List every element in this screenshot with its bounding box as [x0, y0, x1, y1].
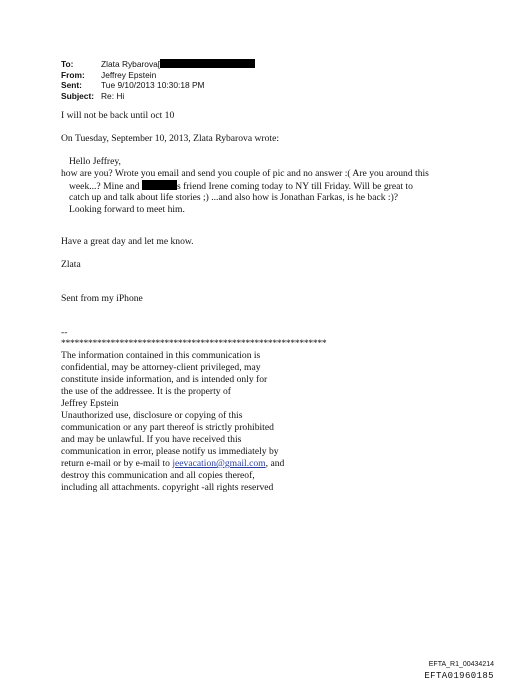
closing-text: Have a great day and let me know. — [61, 236, 194, 247]
quote-intro: On Tuesday, September 10, 2013, Zlata Rybarova wrote: — [61, 133, 280, 144]
from-label: From: — [61, 69, 85, 80]
disclaimer-line: confidential, may be attorney-client privileged, may — [61, 362, 261, 373]
bates-number: EFTA_R1_00434214 — [428, 661, 494, 668]
quoted-line-part: s friend Irene coming today to NY till Friday. Will be great to — [177, 181, 413, 192]
signature: Zlata — [61, 259, 81, 270]
disclaimer-line: communication in error, please notify us immediately by — [61, 446, 279, 457]
from-value: Jeffrey Epstein — [101, 69, 157, 80]
disclaimer-line: Jeffrey Epstein — [61, 398, 119, 409]
sent-row — [61, 80, 255, 91]
subject-label: Subject: — [61, 90, 95, 101]
disclaimer-line: and may be unlawful. If you have received this — [61, 434, 242, 445]
disclaimer-line-part: , and — [265, 458, 285, 469]
star-line: *********************************************************** — [61, 338, 327, 349]
reply-text: I will not be back until oct 10 — [61, 110, 175, 121]
to-value: Zlata Rybarova[ — [101, 59, 161, 69]
quoted-line-part: week...? Mine and — [69, 181, 140, 192]
to-row — [61, 59, 255, 70]
subject-row — [61, 91, 255, 102]
redaction-box — [142, 180, 177, 190]
email-header — [61, 59, 255, 101]
sent-from: Sent from my iPhone — [61, 293, 143, 304]
quoted-line: how are you? Wrote you email and send you couple of pic and no answer :( Are you around this — [61, 168, 429, 179]
to-label: To: — [61, 59, 74, 69]
separator: -- — [61, 327, 68, 338]
disclaimer-line — [61, 458, 284, 470]
disclaimer-line: constitute inside information, and is intended only for — [61, 374, 268, 385]
disclaimer-line: destroy this communication and all copies thereof, — [61, 470, 255, 481]
from-row — [61, 70, 255, 81]
sent-label: Sent: — [61, 80, 82, 91]
subject-value: Re: Hi — [101, 90, 125, 101]
disclaimer-line: communication or any part thereof is strictly prohibited — [61, 422, 274, 433]
quoted-line: catch up and talk about life stories ;) ...and also how is Jonathan Farkas, is he back :)? — [69, 192, 399, 203]
quoted-greeting: Hello Jeffrey, — [69, 156, 121, 167]
disclaimer-line: including all attachments. copyright -all rights reserved — [61, 482, 274, 493]
disclaimer-line: The information contained in this communication is — [61, 350, 261, 361]
email-link[interactable]: jeevacation@gmail.com — [172, 458, 266, 469]
sent-value: Tue 9/10/2013 10:30:18 PM — [101, 80, 205, 91]
quoted-line: Looking forward to meet him. — [69, 204, 185, 215]
redaction-box — [160, 59, 255, 68]
bates-number: EFTA01960185 — [424, 671, 494, 681]
disclaimer-line-part: return e-mail or by e-mail to — [61, 458, 173, 469]
disclaimer-line: the use of the addressee. It is the property of — [61, 386, 231, 397]
disclaimer-line: Unauthorized use, disclosure or copying of this — [61, 410, 243, 421]
